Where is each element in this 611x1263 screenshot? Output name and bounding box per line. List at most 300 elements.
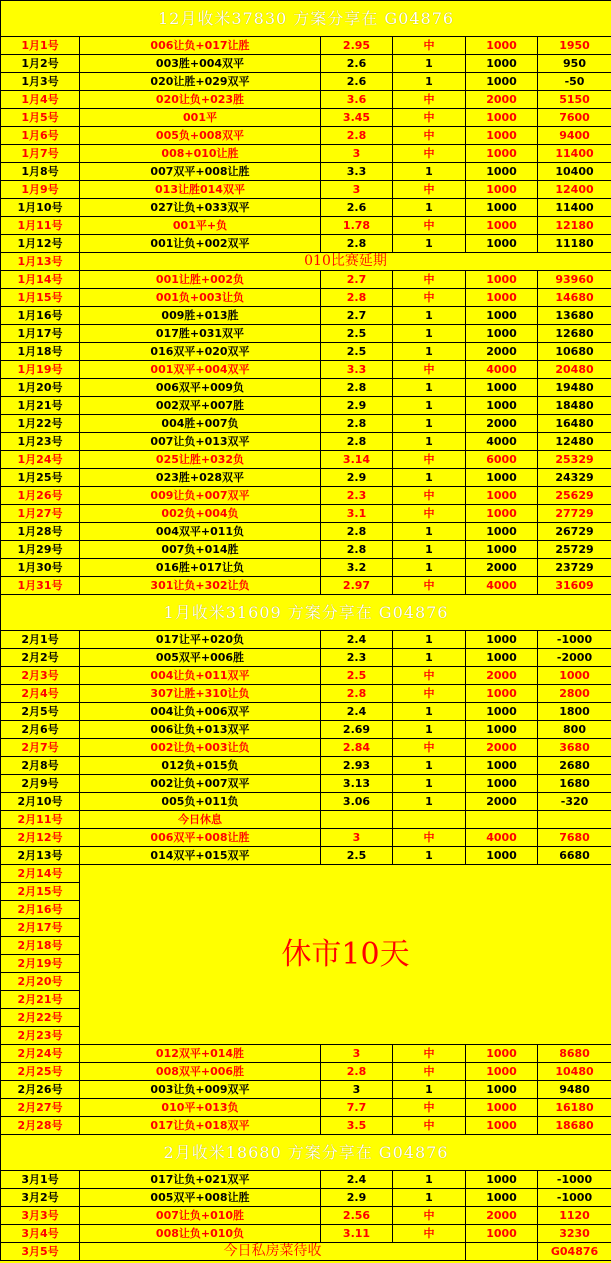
balance-cell: 10400 [538, 163, 611, 181]
balance-cell: 1680 [538, 775, 611, 793]
result-cell: 1 [393, 757, 466, 775]
table-row [1, 757, 611, 775]
pick-cell: 016胜+017让负 [80, 559, 321, 577]
result-cell: 1 [393, 703, 466, 721]
stake-cell: 6000 [466, 451, 538, 469]
pick-cell: 025让胜+032负 [80, 451, 321, 469]
odds-cell: 2.8 [321, 433, 393, 451]
balance-cell: 11180 [538, 235, 611, 253]
stake-cell: 1000 [466, 847, 538, 865]
pick-cell: 004胜+007负 [80, 415, 321, 433]
date-cell: 3月1号 [1, 1171, 80, 1189]
stake-cell: 2000 [466, 1207, 538, 1225]
pick-cell: 001让负+002双平 [80, 235, 321, 253]
result-cell: 1 [393, 469, 466, 487]
balance-cell: 16180 [538, 1099, 611, 1117]
table-row [1, 307, 611, 325]
stake-cell: 1000 [466, 73, 538, 91]
balance-cell: 19480 [538, 379, 611, 397]
result-cell: 1 [393, 55, 466, 73]
balance-cell: 3680 [538, 739, 611, 757]
stake-cell: 2000 [466, 739, 538, 757]
pick-cell: 017让负+021双平 [80, 1171, 321, 1189]
date-cell: 1月9号 [1, 181, 80, 199]
table-row [1, 361, 611, 379]
table-row [1, 1099, 611, 1117]
pick-cell: 008让负+010负 [80, 1225, 321, 1243]
date-cell: 1月14号 [1, 271, 80, 289]
result-cell: 中 [393, 217, 466, 235]
date-cell: 1月28号 [1, 523, 80, 541]
table-row [1, 505, 611, 523]
odds-cell: 2.8 [321, 415, 393, 433]
odds-cell: 2.8 [321, 379, 393, 397]
odds-cell: 2.4 [321, 1171, 393, 1189]
odds-cell: 2.97 [321, 577, 393, 595]
date-cell: 3月3号 [1, 1207, 80, 1225]
date-cell: 2月6号 [1, 721, 80, 739]
market-closed-label: 休市10天 [80, 865, 611, 1045]
date-cell: 2月18号 [1, 937, 80, 955]
pick-cell: 020让胜+029双平 [80, 73, 321, 91]
date-cell: 1月18号 [1, 343, 80, 361]
pick-cell: 013让胜014双平 [80, 181, 321, 199]
stake-cell: 1000 [466, 721, 538, 739]
date-cell: 2月12号 [1, 829, 80, 847]
stake-cell: 1000 [466, 1063, 538, 1081]
pick-cell: 007双平+008让胜 [80, 163, 321, 181]
table-row [1, 163, 611, 181]
table-row [1, 1081, 611, 1099]
stake-cell: 1000 [466, 1171, 538, 1189]
result-cell: 1 [393, 721, 466, 739]
date-cell: 1月31号 [1, 577, 80, 595]
pick-cell: 001双平+004双平 [80, 361, 321, 379]
balance-cell: 2800 [538, 685, 611, 703]
result-cell: 中 [393, 739, 466, 757]
stake-cell: 1000 [466, 1117, 538, 1135]
stake-cell: 1000 [466, 523, 538, 541]
pick-cell: 004让负+006双平 [80, 703, 321, 721]
result-cell: 1 [393, 847, 466, 865]
balance-cell: -2000 [538, 649, 611, 667]
date-cell: 1月25号 [1, 469, 80, 487]
table-row [1, 181, 611, 199]
result-cell: 1 [393, 235, 466, 253]
pick-cell: 012负+015负 [80, 757, 321, 775]
odds-cell: 3 [321, 1045, 393, 1063]
balance-cell: -1000 [538, 1171, 611, 1189]
odds-cell: 2.93 [321, 757, 393, 775]
pick-cell: 002让负+003让负 [80, 739, 321, 757]
odds-cell: 3.5 [321, 1117, 393, 1135]
stake-cell: 1000 [466, 1189, 538, 1207]
date-cell: 1月23号 [1, 433, 80, 451]
table-row [1, 1045, 611, 1063]
date-cell: 2月28号 [1, 1117, 80, 1135]
pick-cell: 007让负+010胜 [80, 1207, 321, 1225]
result-cell: 中 [393, 1063, 466, 1081]
balance-cell: 14680 [538, 289, 611, 307]
odds-cell: 2.8 [321, 523, 393, 541]
stake-cell: 4000 [466, 577, 538, 595]
odds-cell: 2.7 [321, 307, 393, 325]
table-row [1, 703, 611, 721]
pick-cell: 020让负+023胜 [80, 91, 321, 109]
table-row [1, 523, 611, 541]
balance-cell: 9400 [538, 127, 611, 145]
odds-cell: 2.3 [321, 649, 393, 667]
stake-cell: 2000 [466, 91, 538, 109]
odds-cell: 2.9 [321, 397, 393, 415]
balance-cell: -320 [538, 793, 611, 811]
date-cell: 2月7号 [1, 739, 80, 757]
date-cell: 2月8号 [1, 757, 80, 775]
odds-cell: 3 [321, 829, 393, 847]
table-row [1, 1117, 611, 1135]
pending-note: 今日私房菜待收 [80, 1243, 466, 1261]
result-cell: 1 [393, 73, 466, 91]
table-row [1, 1207, 611, 1225]
table-row [1, 199, 611, 217]
pick-cell: 005双平+006胜 [80, 649, 321, 667]
odds-cell: 2.8 [321, 235, 393, 253]
date-cell: 1月19号 [1, 361, 80, 379]
stake-cell: 2000 [466, 667, 538, 685]
balance-cell: 1120 [538, 1207, 611, 1225]
balance-cell: 12400 [538, 181, 611, 199]
table-row [1, 55, 611, 73]
rest-day-row [1, 811, 611, 829]
table-row [1, 847, 611, 865]
stake-cell: 1000 [466, 163, 538, 181]
balance-cell: -1000 [538, 631, 611, 649]
banner-title: 2月收米18680 方案分享在 G04876 [1, 1135, 611, 1171]
result-cell: 1 [393, 1189, 466, 1207]
banner-december [1, 1, 611, 37]
stake-cell: 1000 [466, 37, 538, 55]
balance-cell: 800 [538, 721, 611, 739]
result-cell: 1 [393, 1081, 466, 1099]
pick-cell: 014双平+015双平 [80, 847, 321, 865]
pick-cell: 001让胜+002负 [80, 271, 321, 289]
postponed-note: 010比赛延期 [80, 253, 611, 271]
odds-cell: 2.8 [321, 127, 393, 145]
result-cell: 中 [393, 127, 466, 145]
pick-cell: 307让胜+310让负 [80, 685, 321, 703]
table-row [1, 145, 611, 163]
stake-cell: 1000 [466, 1099, 538, 1117]
odds-cell: 2.9 [321, 1189, 393, 1207]
odds-cell: 3.45 [321, 109, 393, 127]
table-row [1, 1063, 611, 1081]
result-cell: 1 [393, 523, 466, 541]
table-row [1, 739, 611, 757]
date-cell: 1月16号 [1, 307, 80, 325]
table-row [1, 631, 611, 649]
pick-cell: 002负+004负 [80, 505, 321, 523]
empty-cell [466, 1243, 538, 1261]
empty-cell [538, 811, 611, 829]
odds-cell: 3.06 [321, 793, 393, 811]
pending-row [1, 1243, 611, 1261]
odds-cell: 2.5 [321, 667, 393, 685]
odds-cell: 2.7 [321, 271, 393, 289]
table-row [1, 577, 611, 595]
table-row [1, 343, 611, 361]
stake-cell: 1000 [466, 271, 538, 289]
stake-cell: 1000 [466, 307, 538, 325]
balance-cell: 7600 [538, 109, 611, 127]
table-row [1, 109, 611, 127]
stake-cell: 1000 [466, 109, 538, 127]
table-row [1, 1189, 611, 1207]
date-cell: 1月20号 [1, 379, 80, 397]
table-row [1, 91, 611, 109]
result-cell: 1 [393, 397, 466, 415]
date-cell: 2月20号 [1, 973, 80, 991]
table-row [1, 487, 611, 505]
date-cell: 2月14号 [1, 865, 80, 883]
result-cell: 中 [393, 145, 466, 163]
table-row [1, 649, 611, 667]
date-cell: 2月22号 [1, 1009, 80, 1027]
balance-cell: 18480 [538, 397, 611, 415]
balance-cell: 25629 [538, 487, 611, 505]
odds-cell: 3.2 [321, 559, 393, 577]
date-cell: 3月2号 [1, 1189, 80, 1207]
balance-cell: 7680 [538, 829, 611, 847]
table-row [1, 451, 611, 469]
stake-cell: 1000 [466, 1045, 538, 1063]
balance-cell: 3230 [538, 1225, 611, 1243]
result-cell: 1 [393, 163, 466, 181]
date-cell: 2月4号 [1, 685, 80, 703]
balance-cell: 10480 [538, 1063, 611, 1081]
balance-cell: 950 [538, 55, 611, 73]
pick-cell: 009胜+013胜 [80, 307, 321, 325]
date-cell: 1月2号 [1, 55, 80, 73]
pick-cell: 006双平+008让胜 [80, 829, 321, 847]
date-cell: 2月1号 [1, 631, 80, 649]
table-row [1, 235, 611, 253]
result-cell: 1 [393, 325, 466, 343]
stake-cell: 1000 [466, 1225, 538, 1243]
table-row [1, 37, 611, 55]
odds-cell: 2.8 [321, 685, 393, 703]
date-cell: 2月17号 [1, 919, 80, 937]
pick-cell: 001平+负 [80, 217, 321, 235]
pick-cell: 001平 [80, 109, 321, 127]
result-cell: 1 [393, 541, 466, 559]
stake-cell: 1000 [466, 127, 538, 145]
date-cell: 2月27号 [1, 1099, 80, 1117]
stake-cell: 2000 [466, 559, 538, 577]
balance-cell: 16480 [538, 415, 611, 433]
stake-cell: 1000 [466, 757, 538, 775]
balance-cell: -1000 [538, 1189, 611, 1207]
date-cell: 1月22号 [1, 415, 80, 433]
stake-cell: 1000 [466, 235, 538, 253]
pick-cell: 001负+003让负 [80, 289, 321, 307]
odds-cell: 1.78 [321, 217, 393, 235]
odds-cell: 2.6 [321, 55, 393, 73]
odds-cell: 3.13 [321, 775, 393, 793]
result-cell: 中 [393, 577, 466, 595]
odds-cell: 2.69 [321, 721, 393, 739]
result-cell: 中 [393, 685, 466, 703]
stake-cell: 2000 [466, 793, 538, 811]
date-cell: 1月30号 [1, 559, 80, 577]
break-row [1, 865, 611, 883]
pick-cell: 009让负+007双平 [80, 487, 321, 505]
odds-cell: 3.3 [321, 361, 393, 379]
result-cell: 中 [393, 1225, 466, 1243]
table-row [1, 829, 611, 847]
result-cell: 中 [393, 1099, 466, 1117]
date-cell: 2月16号 [1, 901, 80, 919]
balance-cell: 5150 [538, 91, 611, 109]
balance-cell: 12680 [538, 325, 611, 343]
balance-cell: 24329 [538, 469, 611, 487]
result-cell: 中 [393, 361, 466, 379]
odds-cell: 2.4 [321, 631, 393, 649]
stake-cell: 1000 [466, 397, 538, 415]
empty-cell [393, 811, 466, 829]
pick-cell: 005负+008双平 [80, 127, 321, 145]
table-row [1, 325, 611, 343]
stake-cell: 4000 [466, 433, 538, 451]
balance-cell: 23729 [538, 559, 611, 577]
odds-cell: 2.9 [321, 469, 393, 487]
balance-cell: 1000 [538, 667, 611, 685]
postponed-row [1, 253, 611, 271]
pick-cell: 005双平+008让胜 [80, 1189, 321, 1207]
pick-cell: 007让负+013双平 [80, 433, 321, 451]
odds-cell: 2.5 [321, 343, 393, 361]
date-cell: 1月5号 [1, 109, 80, 127]
balance-cell: 11400 [538, 199, 611, 217]
stake-cell: 1000 [466, 505, 538, 523]
table-row [1, 415, 611, 433]
date-cell: 2月2号 [1, 649, 80, 667]
stake-cell: 1000 [466, 631, 538, 649]
banner-february [1, 1135, 611, 1171]
pick-cell: 004双平+011负 [80, 523, 321, 541]
stake-cell: 2000 [466, 343, 538, 361]
table-row [1, 379, 611, 397]
result-cell: 中 [393, 181, 466, 199]
stake-cell: 1000 [466, 55, 538, 73]
stake-cell: 1000 [466, 703, 538, 721]
result-cell: 1 [393, 1171, 466, 1189]
balance-cell: 10680 [538, 343, 611, 361]
date-cell: 2月10号 [1, 793, 80, 811]
pick-cell: 017让负+018双平 [80, 1117, 321, 1135]
date-cell: 1月11号 [1, 217, 80, 235]
table-row [1, 127, 611, 145]
balance-cell: 26729 [538, 523, 611, 541]
pick-cell: 023胜+028双平 [80, 469, 321, 487]
result-cell: 1 [393, 433, 466, 451]
result-cell: 中 [393, 1045, 466, 1063]
stake-cell: 1000 [466, 685, 538, 703]
pick-cell: 027让负+033双平 [80, 199, 321, 217]
odds-cell: 7.7 [321, 1099, 393, 1117]
result-cell: 中 [393, 289, 466, 307]
result-cell: 中 [393, 487, 466, 505]
odds-cell: 2.95 [321, 37, 393, 55]
balance-cell: 8680 [538, 1045, 611, 1063]
stake-cell: 1000 [466, 325, 538, 343]
date-cell: 2月23号 [1, 1027, 80, 1045]
stake-cell: 1000 [466, 289, 538, 307]
stake-cell: 4000 [466, 361, 538, 379]
result-cell: 中 [393, 109, 466, 127]
balance-cell: 13680 [538, 307, 611, 325]
empty-cell [321, 811, 393, 829]
balance-cell: 20480 [538, 361, 611, 379]
balance-cell: -50 [538, 73, 611, 91]
date-cell: 2月26号 [1, 1081, 80, 1099]
pick-cell: 002双平+007胜 [80, 397, 321, 415]
odds-cell: 3.6 [321, 91, 393, 109]
pick-cell: 016双平+020双平 [80, 343, 321, 361]
stake-cell: 1000 [466, 217, 538, 235]
pick-cell: 003让负+009双平 [80, 1081, 321, 1099]
table-row [1, 217, 611, 235]
banner-january [1, 595, 611, 631]
stake-cell: 2000 [466, 415, 538, 433]
date-cell: 1月4号 [1, 91, 80, 109]
balance-cell: 1950 [538, 37, 611, 55]
pick-cell: 003胜+004双平 [80, 55, 321, 73]
result-cell: 中 [393, 37, 466, 55]
result-cell: 中 [393, 451, 466, 469]
stake-cell: 4000 [466, 829, 538, 847]
balance-cell: 12180 [538, 217, 611, 235]
balance-cell: 11400 [538, 145, 611, 163]
banner-title: 1月收米31609 方案分享在 G04876 [1, 595, 611, 631]
pick-cell: 005负+011负 [80, 793, 321, 811]
odds-cell: 2.4 [321, 703, 393, 721]
balance-cell: 2680 [538, 757, 611, 775]
stake-cell: 1000 [466, 199, 538, 217]
table-row [1, 541, 611, 559]
table-row [1, 289, 611, 307]
odds-cell: 2.8 [321, 541, 393, 559]
stake-cell: 1000 [466, 1081, 538, 1099]
stake-cell: 1000 [466, 487, 538, 505]
balance-cell: 25329 [538, 451, 611, 469]
result-cell: 1 [393, 775, 466, 793]
date-cell: 2月21号 [1, 991, 80, 1009]
date-cell: 2月5号 [1, 703, 80, 721]
result-cell: 1 [393, 199, 466, 217]
stake-cell: 1000 [466, 145, 538, 163]
date-cell: 1月13号 [1, 253, 80, 271]
balance-cell: 31609 [538, 577, 611, 595]
odds-cell: 3.11 [321, 1225, 393, 1243]
stake-cell: 1000 [466, 775, 538, 793]
date-cell: 1月26号 [1, 487, 80, 505]
result-cell: 1 [393, 793, 466, 811]
date-cell: 1月15号 [1, 289, 80, 307]
pick-cell: 006让负+013双平 [80, 721, 321, 739]
balance-cell: 25729 [538, 541, 611, 559]
balance-cell: 6680 [538, 847, 611, 865]
stake-cell: 1000 [466, 541, 538, 559]
